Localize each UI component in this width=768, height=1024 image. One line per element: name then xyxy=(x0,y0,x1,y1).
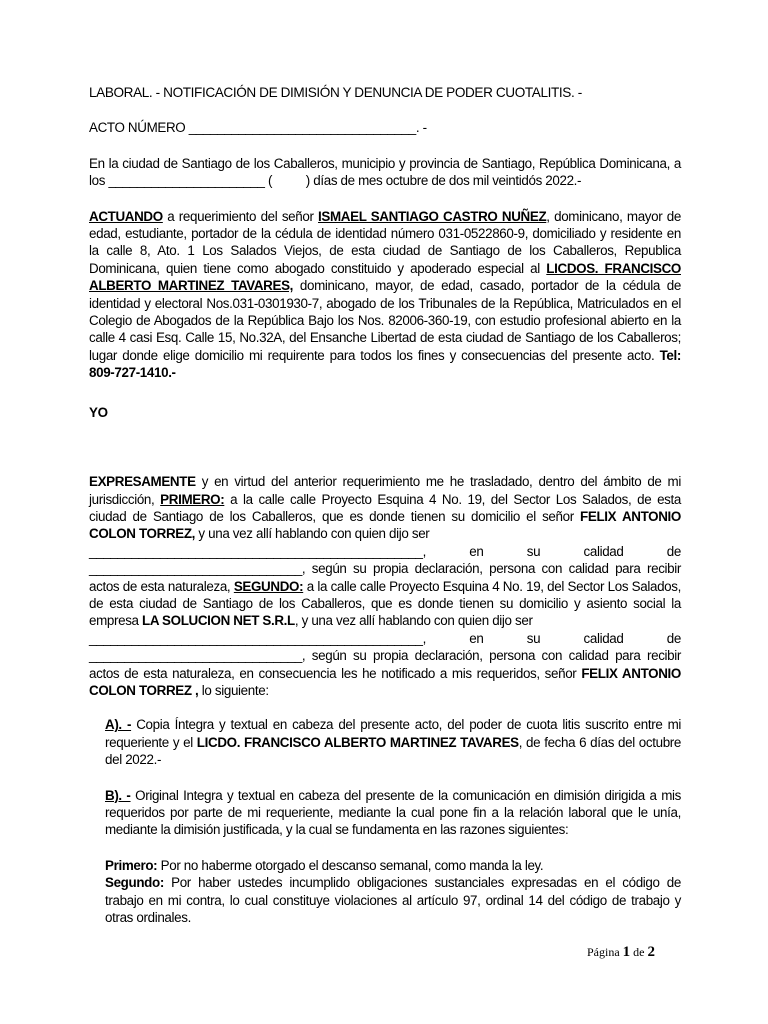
felix-name-2: FELIX ANTONIO COLON TORREZ , xyxy=(89,665,681,698)
item-a-name: LICDO. FRANCISCO ALBERTO MARTINEZ TAVARES xyxy=(196,734,519,750)
expresamente-keyword: EXPRESAMENTE xyxy=(89,474,196,490)
expresamente-paragraph: EXPRESAMENTE y en virtud del anterior requerimiento me he trasladado, dentro del ámbito de mi jurisdicción, PRIMERO: a la calle calle Proyecto Esquina 4 No. 19, del Sector Los Salados, de esta ciudad de Santiago de los Caballeros, que es donde tienen su domicilio el señor FELIX ANTONIO COLON TORREZ, y una vez allí hablando con quien dijo ser _______________________________________________, en su calidad de ______________________________, según su propia declaración, persona con calidad para recibir actos de esta naturaleza, SEGUNDO: a la calle calle Proyecto Esquina 4 No. 19, del Sector Los Salados, de esta ciudad de Santiago de los Caballeros, que es donde tienen su domicilio y asiento social la empresa LA SOLUCION NET S.R.L, y una vez allí hablando con quien dijo ser _______________________________________________, en su calidad de ______________________________, según su propia declaración, persona con calidad para recibir actos de esta naturaleza, en consecuencia les he notificado a mis requeridos, señor FELIX ANTONIO COLON TORREZ , lo siguiente: xyxy=(89,474,681,698)
blank-persona-2: _______________________________________________ xyxy=(89,630,423,646)
abogado-name: LICDOS. FRANCISCO ALBERTO MARTINEZ TAVARES, xyxy=(89,260,681,294)
item-b: B). - Original Integra y textual en cabeza del presente de la comunicación en dimisión dirigida a mis requeridos por parte de mi requeriente, mediante la cual pone fin a la relación laboral que le unía, mediante la dimisión justificada, y la cual se fundamenta en las razones siguientes: xyxy=(105,787,682,838)
reason-primero: Primero: Por no haberme otorgado el descanso semanal, como manda la ley. xyxy=(105,857,544,873)
blank-calidad-2: ______________________________ xyxy=(89,648,302,664)
acto-line: ACTO NÚMERO ________________________________. - xyxy=(89,120,427,136)
blank-calidad-1: ______________________________ xyxy=(89,561,302,577)
reason-segundo: Segundo: Por haber ustedes incumplido obligaciones sustanciales expresadas en el código de trabajo en mi contra, lo cual constituye violaciones al artículo 97, ordinal 14 del código de trabajo y otras ordinales. xyxy=(105,875,681,926)
day-blank: ______________________ xyxy=(108,173,265,189)
yo-heading: YO xyxy=(89,404,108,420)
intro-paragraph: En la ciudad de Santiago de los Caballeros, municipio y provincia de Santiago, República Dominicana, a los ______________________ ( ) días de mes octubre de dos mil veintidós 2022.- xyxy=(89,155,681,189)
document-title: LABORAL. - NOTIFICACIÓN DE DIMISIÓN Y DENUNCIA DE PODER CUOTALITIS. - xyxy=(89,85,582,100)
acto-label: ACTO NÚMERO xyxy=(89,120,186,136)
acto-blank: ________________________________ xyxy=(188,120,416,136)
actuando-paragraph: ACTUANDO a requerimiento del señor ISMAEL SANTIAGO CASTRO NUÑEZ, dominicano, mayor de edad, estudiante, portador de la cédula de identidad número 031-0522860-9, domiciliado y residente en la calle 8, Ato. 1 Los Salados Viejos, de esta ciudad de Santiago de los Caballeros, Republica Dominicana, quien tiene como abogado constituido y apoderado especial al LICDOS. FRANCISCO ALBERTO MARTINEZ TAVARES, dominicano, mayor, de edad, casado, portador de la cédula de identidad y electoral Nos.031-0301930-7, abogado de los Tribunales de la República, Matriculados en el Colegio de Abogados de la República Bajo los Nos. 82006-360-19, con estudio profesional abierto en la calle 4 casi Esq. Calle 15, No.32A, del Ensanche Libertad de esta ciudad de Santiago de los Caballeros; lugar donde elige domicilio mi requirente para todos los fines y consecuencias del presente acto. Tel: 809-727-1410.- xyxy=(89,208,681,381)
reason-segundo-label: Segundo: xyxy=(105,875,164,891)
segundo-keyword: SEGUNDO: xyxy=(233,578,304,594)
primero-keyword: PRIMERO: xyxy=(160,491,225,507)
item-b-label: B). - xyxy=(105,787,131,803)
reason-primero-label: Primero: xyxy=(105,857,158,873)
felix-name: FELIX ANTONIO COLON TORREZ, xyxy=(89,508,681,542)
item-a-label: A). - xyxy=(105,717,132,733)
page-number: Página 1 de 2 xyxy=(587,944,655,960)
document-body xyxy=(89,84,681,926)
telephone: Tel: 809-727-1410.- xyxy=(89,347,681,381)
blank-persona-1: _______________________________________________ xyxy=(89,543,423,559)
actuando-keyword: ACTUANDO xyxy=(89,208,163,224)
requirente-name: ISMAEL SANTIAGO CASTRO NUÑEZ xyxy=(318,208,547,224)
empresa-name: LA SOLUCION NET S.R.L xyxy=(142,613,295,629)
item-a: A). - Copia Íntegra y textual en cabeza del presente acto, del poder de cuota litis suscrito entre mi requeriente y el LICDO. FRANCISCO ALBERTO MARTINEZ TAVARES, de fecha 6 días del octubre del 2022.- xyxy=(105,717,682,768)
